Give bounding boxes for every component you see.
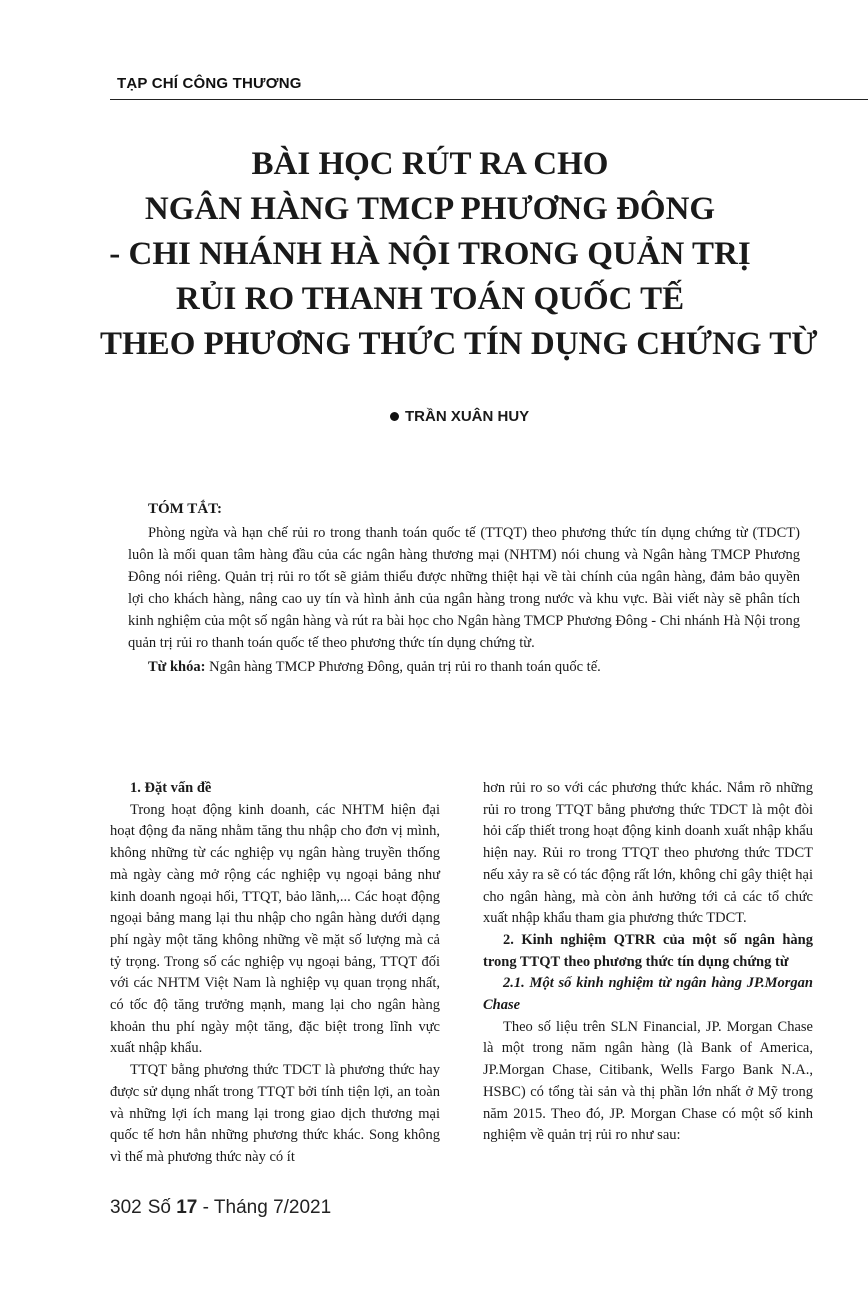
issue-label: Số: [147, 1197, 171, 1218]
paragraph: TTQT bằng phương thức TDCT là phương thức hay được sử dụng nhất trong TTQT bởi tính tiện lợi, an toàn và những lợi ích mang lại trong giao dịch thương mại quốc tế hơn hẳn những phương thức khác. Song không vì thế mà phương thức này có ít: [110, 1062, 440, 1165]
author-name: TRẦN XUÂN HUY: [405, 408, 530, 425]
section-2-heading: 2. Kinh nghiệm QTRR của một số ngân hàng trong TTQT theo phương thức tín dụng chứng từ: [483, 931, 813, 970]
author-line: [390, 408, 529, 425]
title-line: THEO PHƯƠNG THỨC TÍN DỤNG CHỨNG TỪ: [100, 326, 818, 362]
keywords-text: Ngân hàng TMCP Phương Đông, quản trị rủi ro thanh toán quốc tế.: [205, 659, 601, 675]
title-line: RỦI RO THANH TOÁN QUỐC TẾ: [175, 281, 685, 317]
title-line: NGÂN HÀNG TMCP PHƯƠNG ĐÔNG: [144, 191, 716, 227]
abstract-heading: TÓM TẮT:: [148, 501, 223, 517]
bullet-icon: [390, 412, 399, 421]
issue-number: 17: [176, 1197, 198, 1218]
article-title: [100, 142, 818, 367]
left-column: [110, 778, 440, 1169]
title-line: BÀI HỌC RÚT RA CHO: [251, 146, 609, 182]
title-line: - CHI NHÁNH HÀ NỘI TRONG QUẢN TRỊ: [109, 236, 751, 272]
subsection-heading: 2.1. Một số kinh nghiệm từ ngân hàng JP.Morgan Chase: [483, 975, 813, 1014]
abstract-block: [128, 498, 800, 678]
keywords-label: Từ khóa:: [148, 659, 206, 675]
header-rule: [110, 99, 868, 100]
section-1-heading: 1. Đặt vấn đề: [130, 780, 212, 796]
keywords: [128, 656, 800, 678]
right-column: [483, 778, 813, 1147]
paragraph: Trong hoạt động kinh doanh, các NHTM hiện đại hoạt động đa năng nhằm tăng thu nhập cho đơn vị mình, không những từ các nghiệp vụ ngân hàng truyền thống mà ngày càng mở rộng các nghiệp vụ ngoại bảng như kinh doanh ngoại hối, TTQT, bảo lãnh,... Các hoạt động ngoại bảng mang lại thu nhập cho ngân hàng dưới dạng phí ngày một tăng không những về mặt số lượng mà cả tỷ trọng. Trong số các nghiệp vụ ngoại bảng, TTQT đối với các NHTM Việt Nam là nghiệp vụ quan trọng nhất, có tốc độ tăng trưởng mạnh, mang lại cho ngân hàng khoản thu phí ngày một tăng, đặc biệt trong lĩnh vực xuất nhập khẩu.: [110, 801, 440, 1057]
journal-name: TẠP CHÍ CÔNG THƯƠNG: [117, 75, 302, 92]
issue-info: [148, 1197, 331, 1219]
page-number: 302: [110, 1197, 142, 1218]
paragraph: hơn rủi ro so với các phương thức khác. Nắm rõ những rủi ro trong TTQT bằng phương thức TDCT là một đòi hỏi cấp thiết trong hoạt động kinh doanh xuất nhập khẩu hiện nay. Rủi ro trong TTQT theo phương thức TDCT nếu xảy ra sẽ có tác động rất lớn, không chỉ gây thiệt hại cho ngân hàng, mà còn ảnh hưởng tới cả các tổ chức xuất nhập khẩu tham gia phương thức TDCT.: [483, 780, 813, 927]
issue-date: - Tháng 7/2021: [202, 1197, 332, 1218]
paragraph: Theo số liệu trên SLN Financial, JP. Morgan Chase là một trong năm ngân hàng (là Bank of America, JP.Morgan Chase, Citibank, Wells Fargo Bank N.A., HSBC) có tổng tài sản và thị phần lớn nhất ở Mỹ trong năm 2015. Theo đó, JP. Morgan Chase có một số kinh nghiệm về quản trị rủi ro như sau:: [483, 1018, 813, 1144]
page-footer: [110, 1197, 331, 1219]
abstract-text: Phòng ngừa và hạn chế rủi ro trong thanh toán quốc tế (TTQT) theo phương thức tín dụng chứng từ (TDCT) luôn là mối quan tâm hàng đầu của các ngân hàng thương mại (NHTM) nói chung và Ngân hàng TMCP Phương Đông nói riêng. Quản trị rủi ro tốt sẽ giảm thiểu được những thiệt hại về tài chính của ngân hàng, đảm bảo quyền lợi cho khách hàng, nâng cao uy tín và hình ảnh của ngân hàng trong nước và khu vực. Bài viết này sẽ phân tích kinh nghiệm của một số ngân hàng và rút ra bài học cho Ngân hàng TMCP Phương Đông - Chi nhánh Hà Nội trong quản trị rủi ro thanh toán quốc tế theo phương thức tín dụng chứng từ.: [128, 525, 800, 651]
